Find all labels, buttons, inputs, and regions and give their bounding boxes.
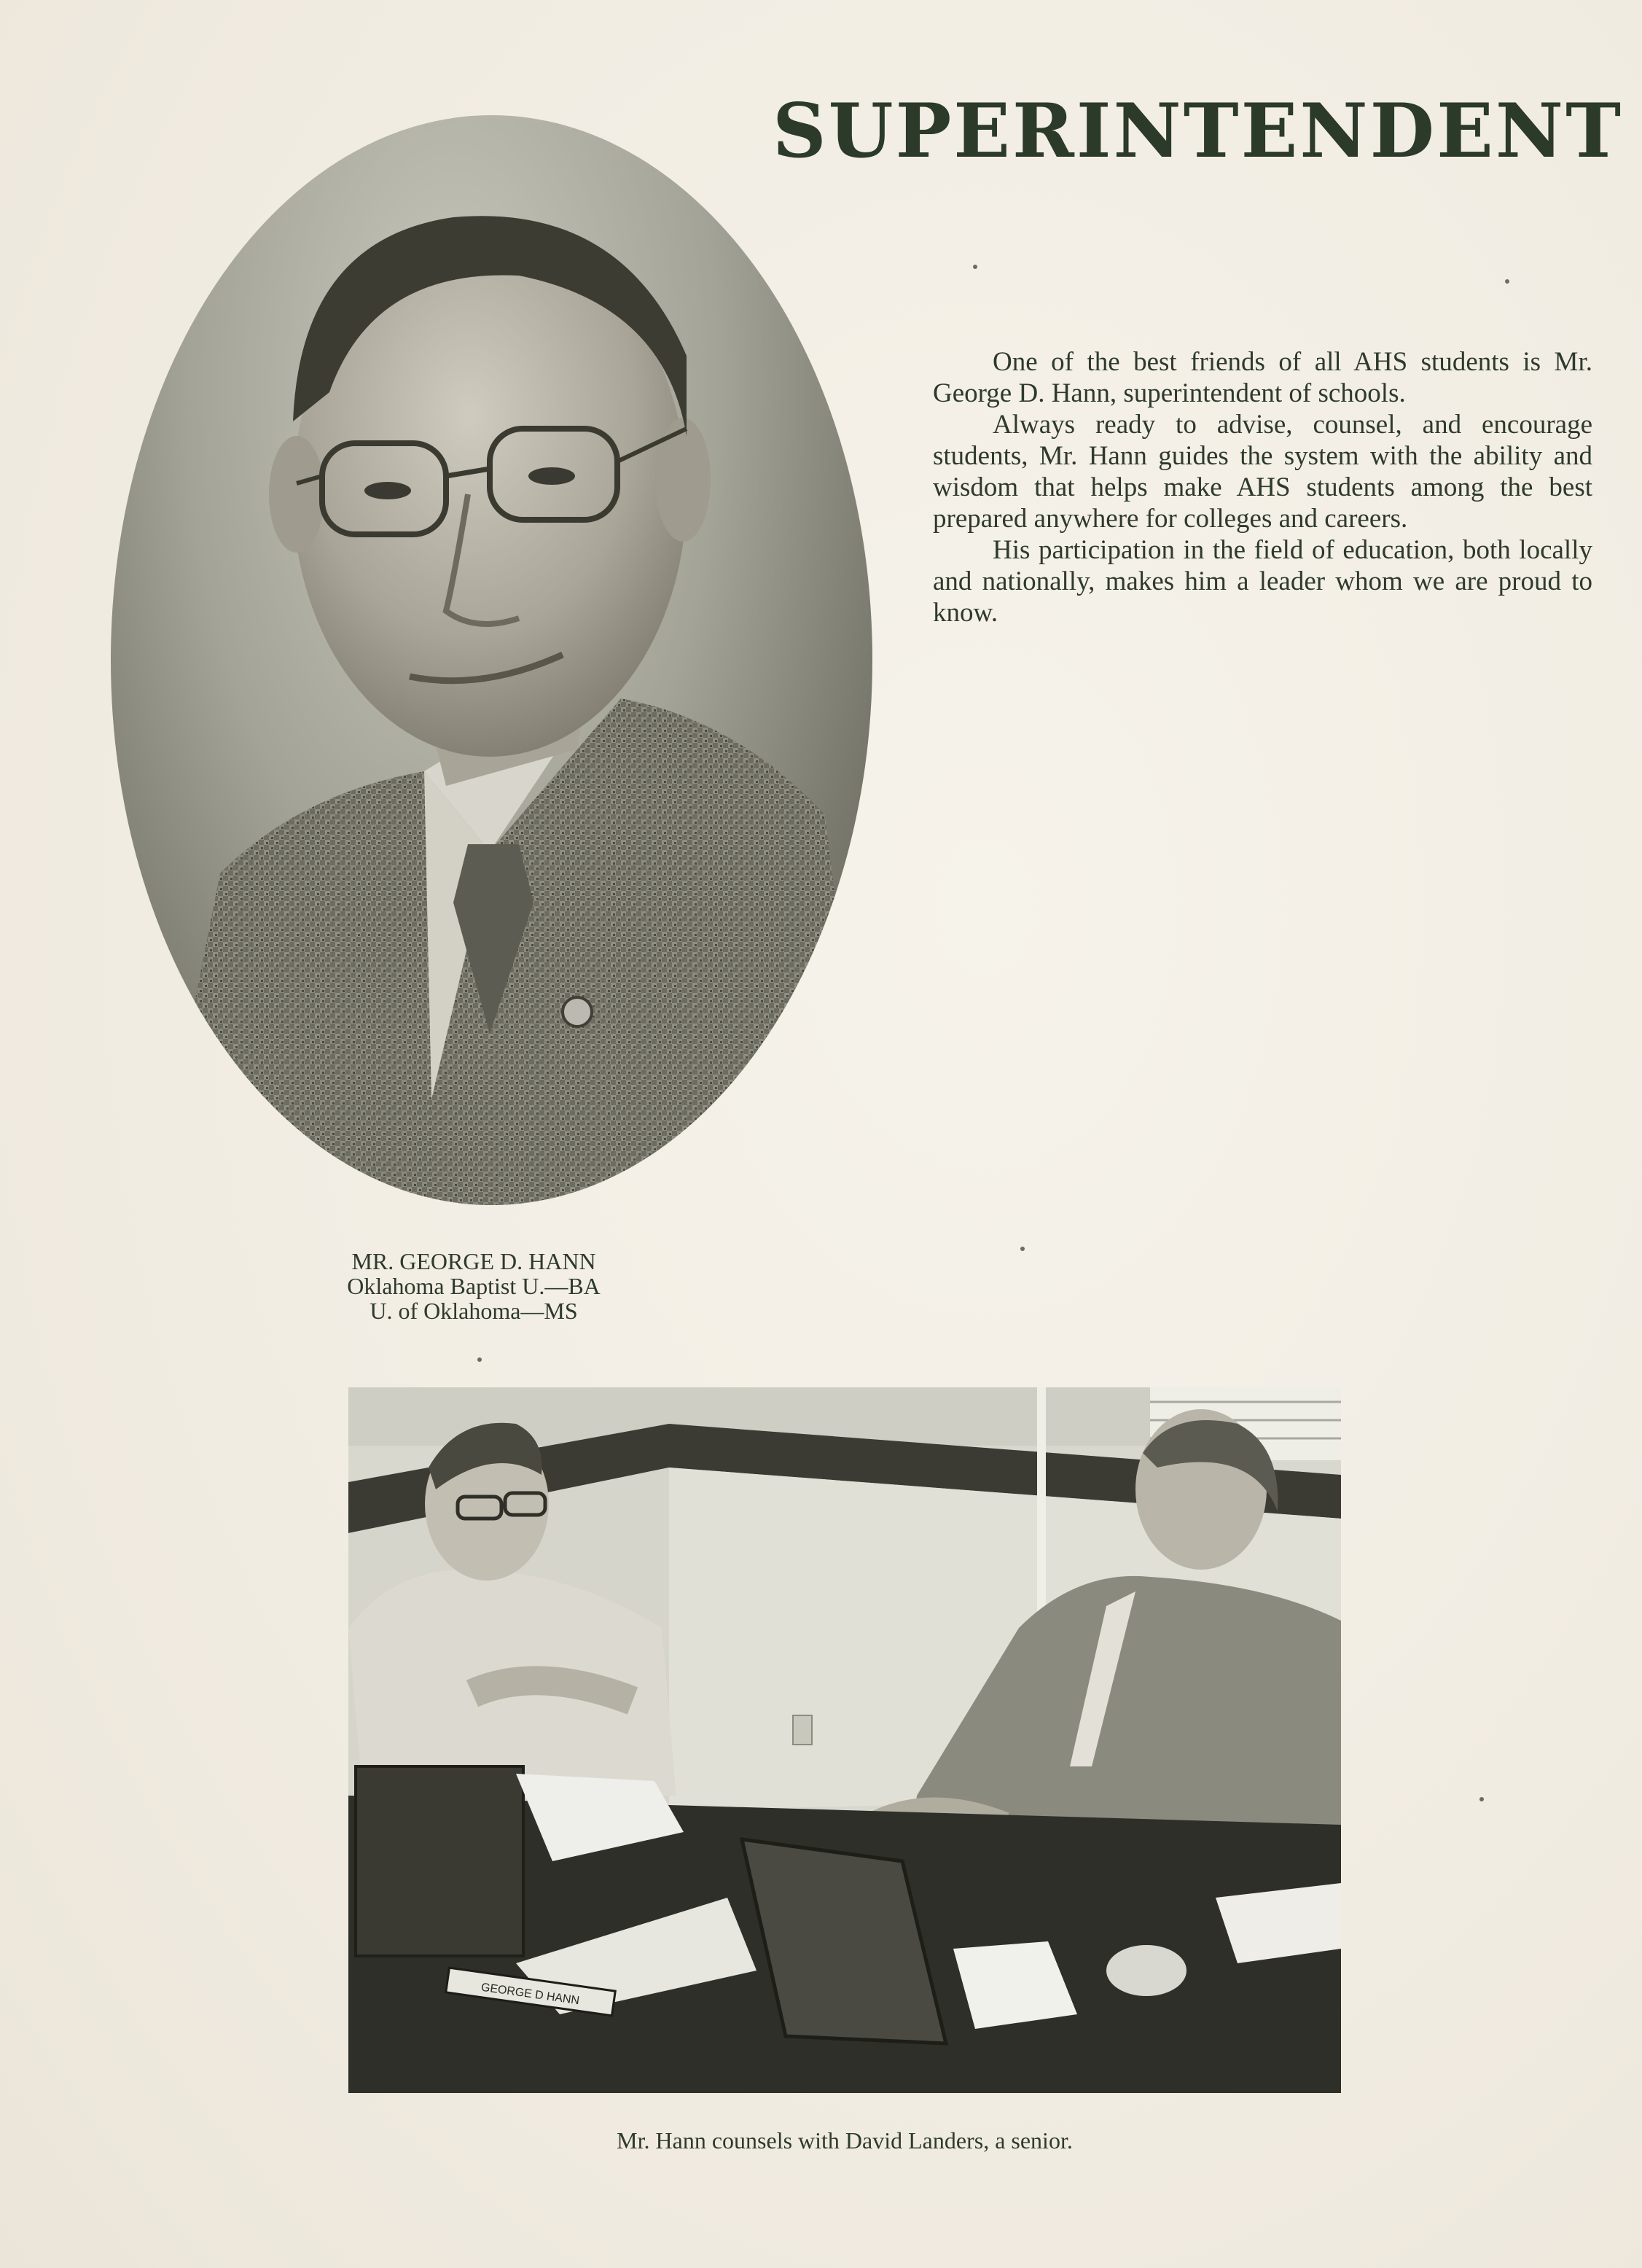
intro-paragraph-3: His participation in the field of education, both locally and nationally, makes him a leader whom we are proud to know. bbox=[933, 535, 1592, 628]
portrait-illustration bbox=[111, 115, 872, 1205]
intro-text bbox=[933, 346, 1592, 628]
photo-caption: Mr. Hann counsels with David Landers, a senior. bbox=[617, 2127, 1073, 2154]
print-speck bbox=[1505, 279, 1509, 284]
office-scene bbox=[348, 1387, 1341, 2093]
portrait-name: MR. GEORGE D. HANN bbox=[351, 1248, 596, 1274]
superintendent-portrait bbox=[111, 115, 872, 1205]
print-speck bbox=[477, 1357, 482, 1362]
office-photo bbox=[348, 1387, 1341, 2093]
print-speck bbox=[1020, 1247, 1025, 1251]
intro-paragraph-2: Always ready to advise, counsel, and encourage students, Mr. Hann guides the system with the ability and wisdom that helps make AHS students among the best prepared anywhere for colleges and careers. bbox=[933, 410, 1592, 534]
portrait-degree-ms: U. of Oklahoma—MS bbox=[370, 1298, 578, 1324]
portrait-degree-ba: Oklahoma Baptist U.—BA bbox=[347, 1273, 601, 1299]
desk-nameplate-text: GEORGE D HANN bbox=[480, 1981, 581, 2008]
print-speck bbox=[1479, 1797, 1484, 1801]
print-speck bbox=[973, 265, 977, 269]
portrait-caption bbox=[277, 1249, 671, 1323]
page-title: SUPERINTENDENT bbox=[773, 87, 1623, 175]
intro-paragraph-1: One of the best friends of all AHS students is Mr. George D. Hann, superintendent of schools. bbox=[933, 347, 1592, 408]
